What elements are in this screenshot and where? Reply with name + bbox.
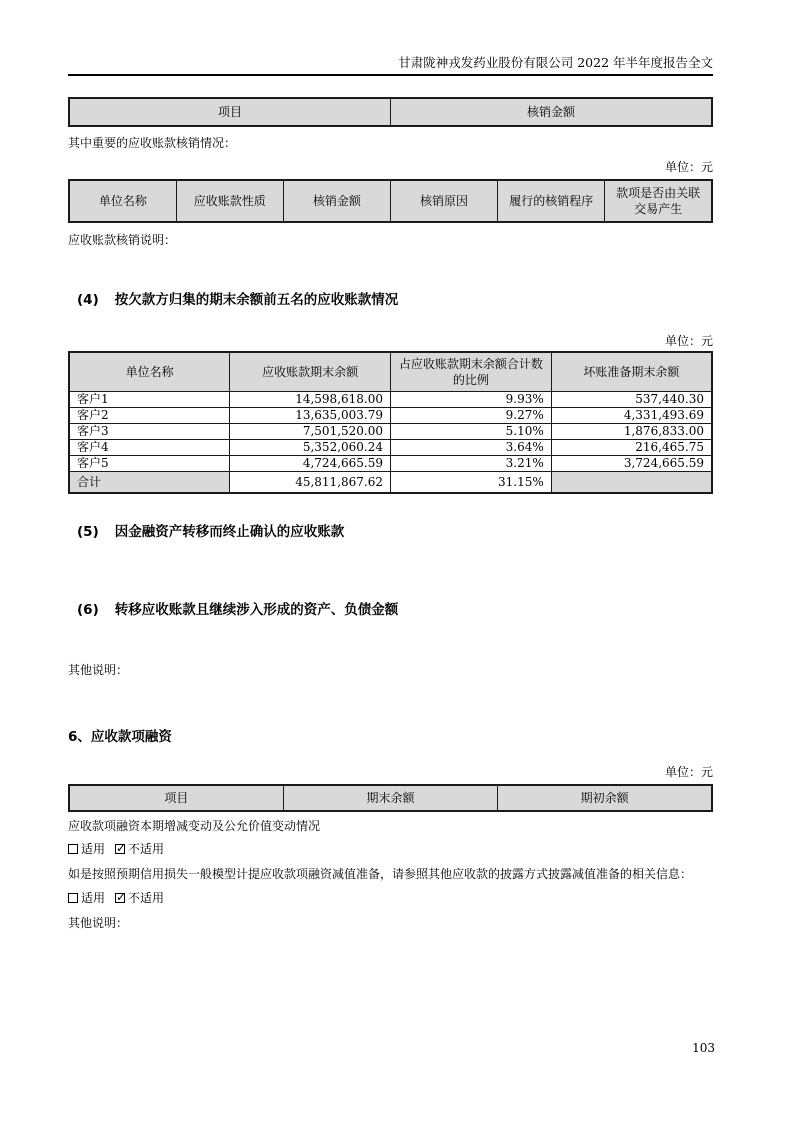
impairment-reference-note: 如是按照预期信用损失一般模型计提应收款项融资减值准备，请参照其他应收款的披露方式披露减值准备的相关信息：	[68, 867, 693, 881]
unit-label: 单位：元	[664, 160, 713, 174]
table-header-row	[69, 98, 712, 126]
section-6-number: (6)	[77, 602, 99, 618]
col-bad-debt-provision: 坏账准备期末余额	[551, 352, 712, 392]
table-row	[69, 424, 712, 440]
important-writeoff-table	[68, 179, 713, 223]
not-applicable-label: 不适用	[128, 842, 165, 856]
document-header-title: 甘肃陇神戎发药业股份有限公司 2022 年半年度报告全文	[398, 55, 713, 70]
section-4-number: (4)	[77, 292, 99, 308]
col-unit-name: 单位名称	[69, 352, 230, 392]
bad-debt-provision: 4,331,493.69	[551, 408, 712, 424]
ending-balance: 14,598,618.00	[230, 392, 391, 408]
table-total-row	[69, 472, 712, 494]
writeoff-summary-col-item: 项目	[69, 98, 391, 126]
writeoff-summary-col-amount: 核销金额	[391, 98, 713, 126]
other-note: 其他说明：	[68, 916, 129, 930]
page-number: 103	[692, 1041, 715, 1055]
section-6-title: 转移应收账款且继续涉入形成的资产、负债金额	[114, 602, 399, 618]
customer-name: 客户1	[69, 392, 230, 408]
total-ratio: 31.15%	[391, 472, 552, 494]
ratio: 9.93%	[391, 392, 552, 408]
table-row	[69, 392, 712, 408]
section-5-number: (5)	[77, 524, 99, 540]
col-writeoff-reason: 核销原因	[390, 180, 497, 222]
not-applicable-option	[115, 891, 164, 905]
receivables-financing-table	[68, 784, 713, 812]
section-5-heading	[68, 524, 713, 541]
not-applicable-option	[115, 842, 164, 856]
ratio: 9.27%	[391, 408, 552, 424]
important-writeoff-note: 其中重要的应收账款核销情况：	[68, 136, 237, 150]
writeoff-explanation-note: 应收账款核销说明：	[68, 233, 177, 247]
ratio: 3.64%	[391, 440, 552, 456]
col-writeoff-amount: 核销金额	[283, 180, 390, 222]
checkbox-checked-icon	[115, 893, 125, 903]
total-bad-debt-provision	[551, 472, 712, 494]
col-beginning-balance: 期初余额	[498, 785, 712, 811]
bad-debt-provision: 3,724,665.59	[551, 456, 712, 472]
table-row	[69, 456, 712, 472]
total-label: 合计	[69, 472, 230, 494]
table-row	[69, 408, 712, 424]
section-4-title: 按欠款方归集的期末余额前五名的应收账款情况	[114, 292, 399, 308]
section-receivables-financing-heading: 6、应收款项融资	[68, 729, 172, 745]
customer-name: 客户5	[69, 456, 230, 472]
ending-balance: 7,501,520.00	[230, 424, 391, 440]
total-ending-balance: 45,811,867.62	[230, 472, 391, 494]
top-five-receivables-table	[68, 351, 713, 494]
writeoff-summary-table	[68, 97, 713, 127]
section-4-heading	[68, 292, 713, 309]
col-item: 项目	[69, 785, 283, 811]
customer-name: 客户3	[69, 424, 230, 440]
bad-debt-provision: 537,440.30	[551, 392, 712, 408]
section-6-heading	[68, 602, 713, 619]
unit-label: 单位：元	[664, 765, 713, 779]
ending-balance: 13,635,003.79	[230, 408, 391, 424]
table-header-row	[69, 785, 712, 811]
bad-debt-provision: 216,465.75	[551, 440, 712, 456]
checkbox-unchecked-icon	[68, 893, 78, 903]
col-receivable-nature: 应收账款性质	[176, 180, 283, 222]
applicability-line-2	[68, 891, 713, 906]
col-ending-balance: 应收账款期末余额	[230, 352, 391, 392]
ending-balance: 5,352,060.24	[230, 440, 391, 456]
document-header	[68, 0, 713, 76]
other-note: 其他说明：	[68, 663, 129, 677]
applicable-option	[68, 891, 105, 905]
col-ratio: 占应收账款期末余额合计数的比例	[391, 352, 552, 392]
customer-name: 客户4	[69, 440, 230, 456]
col-related-transaction: 款项是否由关联交易产生	[605, 180, 712, 222]
ratio: 5.10%	[391, 424, 552, 440]
table-header-row	[69, 180, 712, 222]
table-header-row	[69, 352, 712, 392]
ending-balance: 4,724,665.59	[230, 456, 391, 472]
applicable-option	[68, 842, 105, 856]
customer-name: 客户2	[69, 408, 230, 424]
col-ending-balance: 期末余额	[283, 785, 497, 811]
checkbox-checked-icon	[115, 844, 125, 854]
applicability-line-1	[68, 842, 713, 857]
col-writeoff-procedure: 履行的核销程序	[498, 180, 605, 222]
section-5-title: 因金融资产转移而终止确认的应收账款	[114, 524, 345, 540]
applicable-label: 适用	[81, 842, 106, 856]
col-unit-name: 单位名称	[69, 180, 176, 222]
applicable-label: 适用	[81, 891, 106, 905]
ratio: 3.21%	[391, 456, 552, 472]
unit-label: 单位：元	[664, 334, 713, 348]
not-applicable-label: 不适用	[128, 891, 165, 905]
bad-debt-provision: 1,876,833.00	[551, 424, 712, 440]
financing-change-note: 应收款项融资本期增减变动及公允价值变动情况	[68, 819, 321, 833]
checkbox-unchecked-icon	[68, 844, 78, 854]
table-row	[69, 440, 712, 456]
